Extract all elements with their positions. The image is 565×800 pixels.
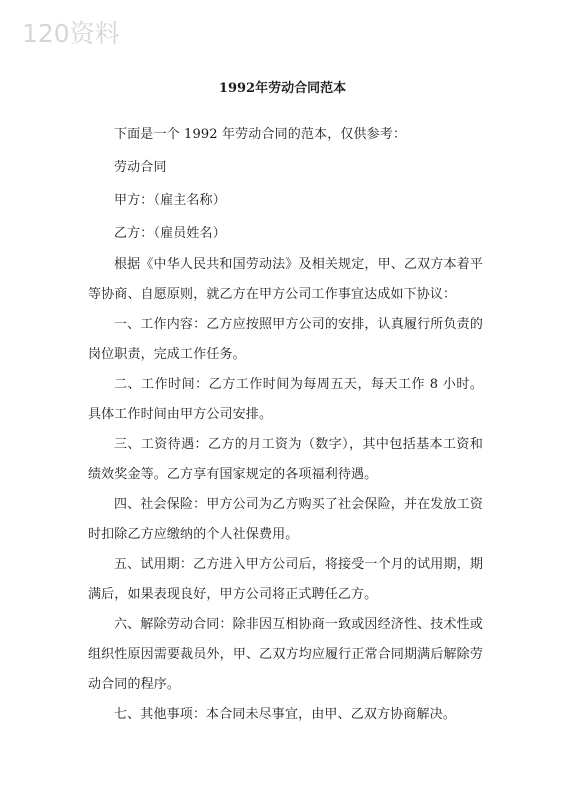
watermark-logo: 120资料 [22, 19, 120, 48]
party-a-line: 甲方：（雇主名称） [114, 193, 226, 208]
clause-6-termination: 六、解除劳动合同：除非因互相协商一致或因经济性、技术性或组织性原因需要裁员外，甲、乙双方均应履行正常合同期满后解除劳动合同的程序。 [88, 617, 483, 692]
intro-paragraph: 下面是一个 1992 年劳动合同的范本，仅供参考： [114, 127, 407, 142]
clause-5-probation: 五、试用期：乙方进入甲方公司后，将接受一个月的试用期，期满后，如果表现良好，甲方公司将正式聘任乙方。 [88, 557, 483, 602]
preamble-paragraph: 根据《中华人民共和国劳动法》及相关规定，甲、乙双方本着平等协商、自愿原则，就乙方在甲方公司工作事宜达成如下协议： [88, 257, 483, 302]
clause-1-work-content: 一、工作内容：乙方应按照甲方公司的安排，认真履行所负责的岗位职责，完成工作任务。 [88, 317, 483, 362]
clause-2-work-hours: 二、工作时间：乙方工作时间为每周五天，每天工作 8 小时。具体工作时间由甲方公司安排。 [88, 377, 483, 422]
clause-3-salary: 三、工资待遇：乙方的月工资为（数字），其中包括基本工资和绩效奖金等。乙方享有国家规定的各项福利待遇。 [88, 437, 483, 482]
document-body [88, 118, 483, 730]
clause-7-other: 七、其他事项：本合同未尽事宜，由甲、乙双方协商解决。 [114, 707, 456, 722]
party-b-line: 乙方：（雇员姓名） [114, 226, 226, 241]
document-title: 1992年劳动合同范本 [218, 81, 347, 96]
clause-4-social-insurance: 四、社会保险：甲方公司为乙方购买了社会保险，并在发放工资时扣除乙方应缴纳的个人社保费用。 [88, 497, 483, 542]
contract-heading: 劳动合同 [114, 160, 167, 175]
